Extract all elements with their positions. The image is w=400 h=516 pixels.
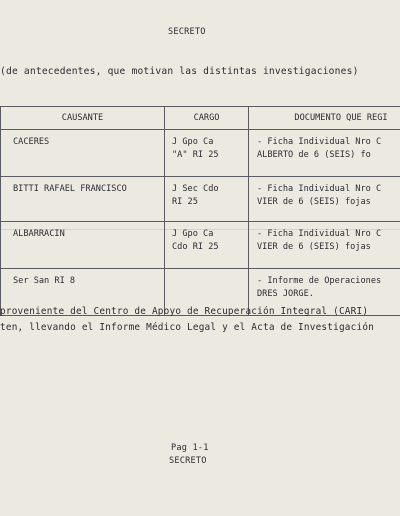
cell-line: CACERES — [13, 137, 50, 147]
table-header-row — [1, 107, 400, 130]
cell-documento — [249, 222, 400, 269]
cell-line: - Ficha Individual Nro C — [257, 137, 382, 147]
cell-line: J Gpo Ca — [172, 229, 214, 239]
table-row — [1, 130, 400, 177]
cell-line: J Sec Cdo — [172, 184, 219, 194]
cell-documento — [249, 130, 400, 177]
table-row — [1, 177, 400, 222]
cell-causante — [1, 222, 165, 269]
column-header-causante: CAUSANTE — [1, 107, 165, 130]
footer-page-number: Pag 1-1 — [171, 443, 209, 453]
body-paragraph-line: proveniente del Centro de Apoyo de Recuperación Integral (CARI) — [0, 306, 369, 317]
cell-cargo — [165, 130, 249, 177]
cell-cargo — [165, 222, 249, 269]
table-row — [1, 222, 400, 269]
cell-line: BITTI RAFAEL FRANCISCO — [13, 184, 127, 194]
header-classification: SECRETO — [168, 27, 206, 37]
antecedentes-table — [0, 106, 400, 316]
cell-causante — [1, 130, 165, 177]
cell-line: Ser San RI 8 — [13, 276, 76, 286]
cell-line: VIER de 6 (SEIS) fojas — [257, 242, 371, 252]
cell-line: ALBARRACIN — [13, 229, 65, 239]
cell-documento — [249, 177, 400, 222]
column-header-cargo: CARGO — [165, 107, 249, 130]
cell-line: - Ficha Individual Nro C — [257, 184, 382, 194]
body-paragraph-line: ten, llevando el Informe Médico Legal y el Acta de Investigación — [0, 322, 375, 333]
cell-line: - Informe de Operaciones — [257, 276, 382, 286]
cell-causante — [1, 177, 165, 222]
cell-line: RI 25 — [172, 197, 198, 207]
cell-line: VIER de 6 (SEIS) fojas — [257, 197, 371, 207]
column-header-documento: DOCUMENTO QUE REGI — [249, 107, 400, 130]
table-subtitle: (de antecedentes, que motivan las distintas investigaciones) — [0, 66, 359, 77]
cell-line: Cdo RI 25 — [172, 242, 219, 252]
cell-line: - Ficha Individual Nro C — [257, 229, 382, 239]
cell-line: J Gpo Ca — [172, 137, 214, 147]
cell-cargo — [165, 177, 249, 222]
cell-line: "A" RI 25 — [172, 150, 219, 160]
cell-line: DRES JORGE. — [257, 289, 314, 299]
cell-line: ALBERTO de 6 (SEIS) fo — [257, 150, 371, 160]
footer-classification: SECRETO — [169, 456, 207, 466]
